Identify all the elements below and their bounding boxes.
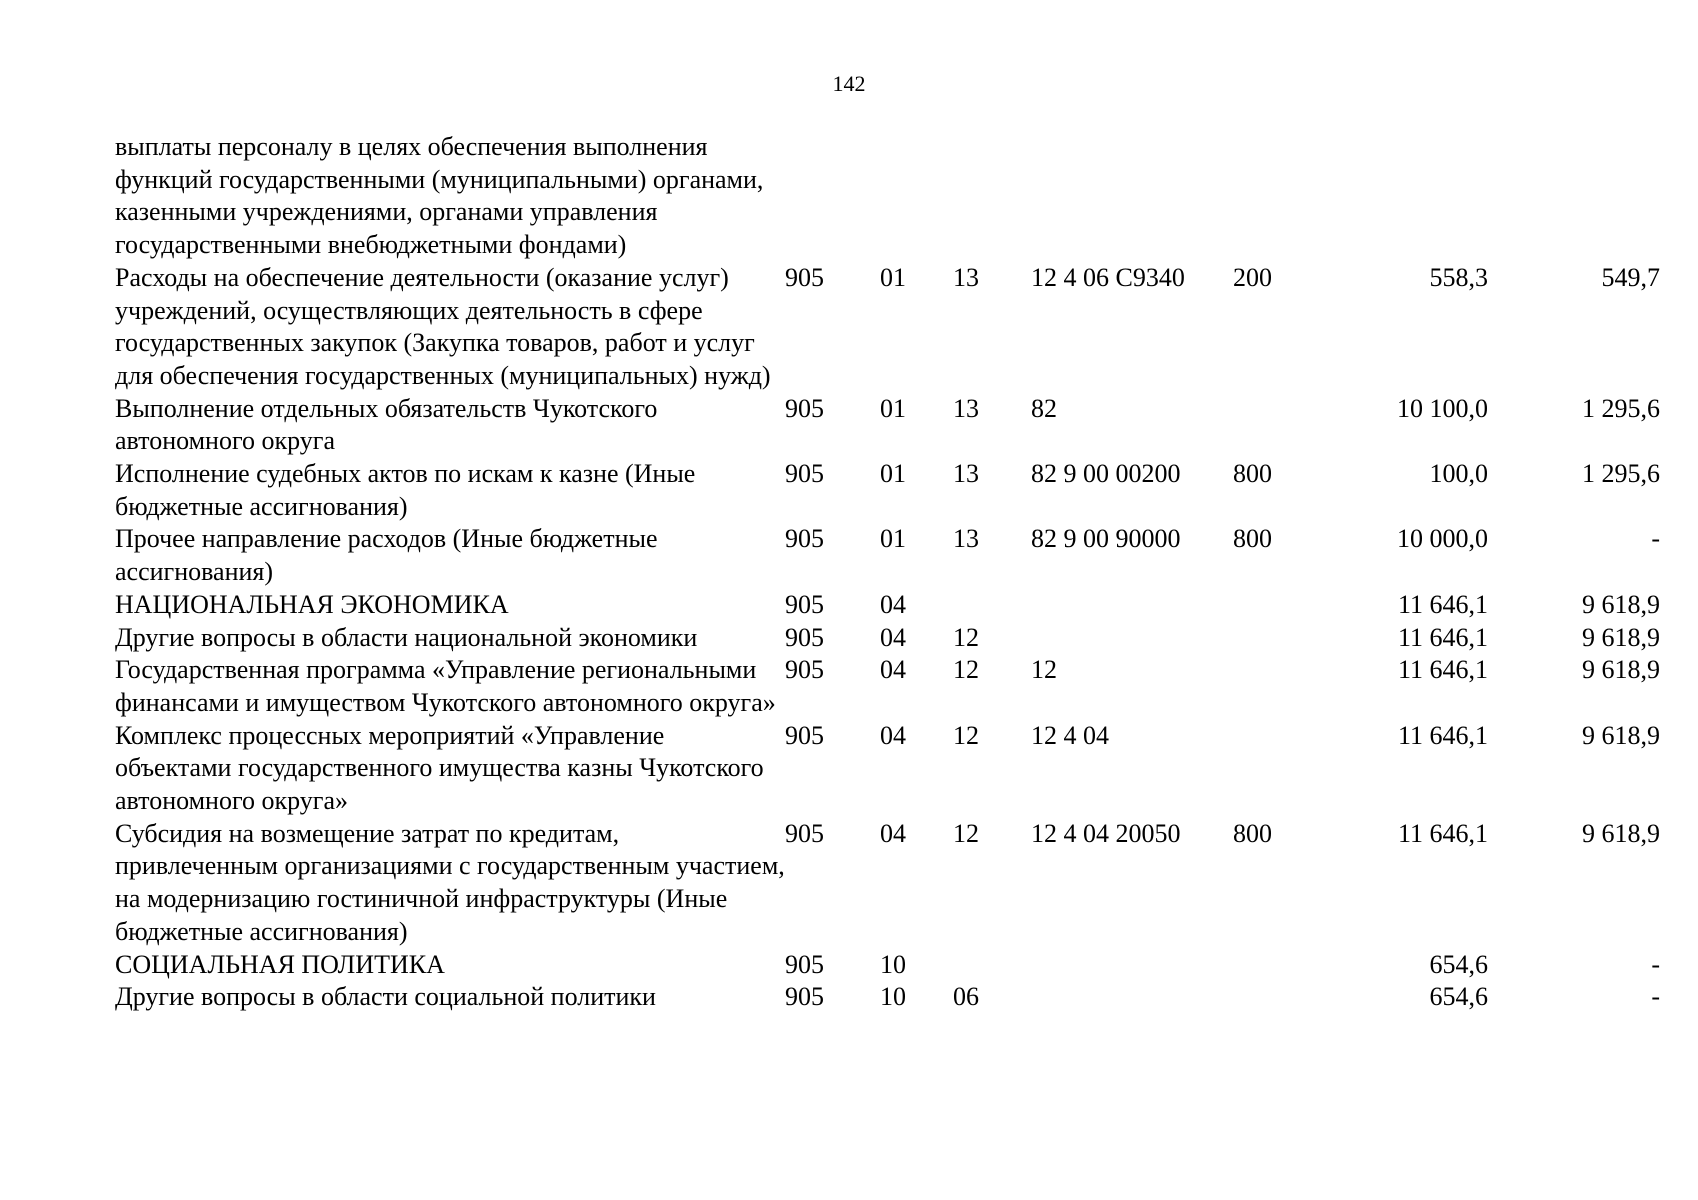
row-expense-type [1233, 949, 1348, 982]
row-section: 10 [880, 949, 906, 979]
row-description: Другие вопросы в области национальной экономики [115, 622, 698, 652]
table-row [115, 458, 1660, 523]
row-sum-2 [1488, 131, 1660, 262]
row-section: 04 [880, 818, 906, 848]
row-sum-1: 11 646,1 [1397, 622, 1488, 652]
row-section: 01 [880, 262, 906, 292]
table-row [115, 393, 1660, 458]
row-description: Другие вопросы в области социальной политики [115, 982, 656, 1012]
row-target-article [1031, 949, 1233, 982]
row-subsection: 12 [953, 622, 979, 652]
row-description: Выполнение отдельных обязательств Чукотского автономного округа [115, 393, 658, 456]
row-sum-1: 11 646,1 [1397, 589, 1488, 619]
row-expense-type: 800 [1233, 459, 1272, 489]
row-section: 01 [880, 393, 906, 423]
row-sum-1: 558,3 [1429, 262, 1488, 292]
row-subsection: 06 [953, 982, 979, 1012]
row-description: выплаты персоналу в целях обеспечения выполнения функций государственными (муниципальными) органами, казенными учреждениями, органами управления государственными внебюджетными фондами) [115, 132, 764, 260]
row-grbs: 905 [785, 524, 824, 554]
table-body [115, 131, 1660, 1014]
row-target-article [1031, 622, 1233, 655]
page-number: 142 [832, 71, 866, 96]
row-section: 10 [880, 982, 906, 1012]
row-description: Субсидия на возмещение затрат по кредитам, привлеченным организациями с государственным участием, на модернизацию гостиничной инфраструктуры (Иные бюджетные ассигнования) [115, 818, 785, 946]
row-grbs: 905 [785, 262, 824, 292]
row-target-article: 12 4 04 20050 [1031, 818, 1181, 848]
row-sum-2: 9 618,9 [1582, 720, 1660, 750]
row-sum-1: 654,6 [1429, 982, 1488, 1012]
row-grbs: 905 [785, 818, 824, 848]
row-subsection: 12 [953, 720, 979, 750]
table-row [115, 818, 1660, 949]
row-expense-type [1233, 131, 1348, 262]
row-grbs: 905 [785, 393, 824, 423]
row-description: НАЦИОНАЛЬНАЯ ЭКОНОМИКА [115, 589, 509, 619]
row-subsection [953, 589, 1031, 622]
row-subsection: 13 [953, 393, 979, 423]
row-description: Расходы на обеспечение деятельности (оказание услуг) учреждений, осуществляющих деятельность в сфере государственных закупок (Закупка товаров, работ и услуг для обеспечения государственных (муниципальных) нужд) [115, 262, 771, 390]
row-expense-type [1233, 622, 1348, 655]
row-section: 04 [880, 720, 906, 750]
row-sum-2: - [1651, 982, 1660, 1012]
row-sum-2: - [1651, 949, 1660, 979]
row-target-article [1031, 589, 1233, 622]
row-sum-2: 9 618,9 [1582, 622, 1660, 652]
table-row [115, 523, 1660, 588]
row-subsection: 13 [953, 459, 979, 489]
row-grbs: 905 [785, 720, 824, 750]
row-sum-1: 11 646,1 [1397, 655, 1488, 685]
table-row [115, 622, 1660, 655]
row-target-article [1031, 981, 1233, 1014]
row-target-article: 12 4 04 [1031, 720, 1109, 750]
row-target-article: 12 [1031, 655, 1057, 685]
table-row [115, 262, 1660, 393]
row-subsection: 13 [953, 262, 979, 292]
row-target-article: 82 9 00 90000 [1031, 524, 1181, 554]
row-expense-type: 800 [1233, 818, 1272, 848]
row-description: Исполнение судебных актов по искам к казне (Иные бюджетные ассигнования) [115, 459, 696, 521]
row-subsection: 13 [953, 524, 979, 554]
row-sum-2: - [1651, 524, 1660, 554]
row-description: Государственная программа «Управление региональными финансами и имуществом Чукотского автономного округа» [115, 655, 776, 717]
row-expense-type [1233, 393, 1348, 458]
row-description: Комплекс процессных мероприятий «Управление объектами государственного имущества казны Чукотского автономного округа» [115, 720, 764, 816]
row-section: 04 [880, 622, 906, 652]
row-sum-2: 9 618,9 [1582, 589, 1660, 619]
row-sum-2: 1 295,6 [1582, 459, 1660, 489]
row-expense-type: 800 [1233, 524, 1272, 554]
row-section: 01 [880, 524, 906, 554]
row-grbs: 905 [785, 589, 824, 619]
row-section [880, 131, 953, 262]
row-target-article [1031, 131, 1233, 262]
row-expense-type [1233, 981, 1348, 1014]
row-sum-2: 1 295,6 [1582, 393, 1660, 423]
row-section: 01 [880, 459, 906, 489]
row-target-article: 82 [1031, 393, 1057, 423]
row-grbs: 905 [785, 982, 824, 1012]
row-expense-type [1233, 589, 1348, 622]
table-row [115, 131, 1660, 262]
row-sum-1: 654,6 [1429, 949, 1488, 979]
row-sum-2: 9 618,9 [1582, 818, 1660, 848]
row-target-article: 82 9 00 00200 [1031, 459, 1181, 489]
row-expense-type [1233, 720, 1348, 818]
row-subsection: 12 [953, 655, 979, 685]
row-sum-1: 11 646,1 [1397, 818, 1488, 848]
row-sum-1: 10 100,0 [1397, 393, 1488, 423]
row-target-article: 12 4 06 С9340 [1031, 262, 1185, 292]
row-grbs: 905 [785, 622, 824, 652]
table-row [115, 981, 1660, 1014]
table-row [115, 654, 1660, 719]
row-sum-1: 10 000,0 [1397, 524, 1488, 554]
row-grbs: 905 [785, 949, 824, 979]
row-sum-1: 100,0 [1429, 459, 1488, 489]
table-row [115, 589, 1660, 622]
row-sum-2: 9 618,9 [1582, 655, 1660, 685]
row-description: СОЦИАЛЬНАЯ ПОЛИТИКА [115, 949, 445, 979]
row-grbs: 905 [785, 655, 824, 685]
row-expense-type: 200 [1233, 262, 1272, 292]
row-section: 04 [880, 655, 906, 685]
row-grbs: 905 [785, 459, 824, 489]
row-expense-type [1233, 654, 1348, 719]
row-grbs [785, 131, 880, 262]
table-row [115, 949, 1660, 982]
row-description: Прочее направление расходов (Иные бюджетные ассигнования) [115, 524, 658, 587]
row-sum-1: 11 646,1 [1397, 720, 1488, 750]
table-row [115, 720, 1660, 818]
row-subsection: 12 [953, 818, 979, 848]
row-sum-1 [1348, 131, 1488, 262]
row-subsection [953, 949, 1031, 982]
budget-table [115, 131, 1660, 1014]
row-subsection [953, 131, 1031, 262]
row-sum-2: 549,7 [1601, 262, 1660, 292]
row-section: 04 [880, 589, 906, 619]
